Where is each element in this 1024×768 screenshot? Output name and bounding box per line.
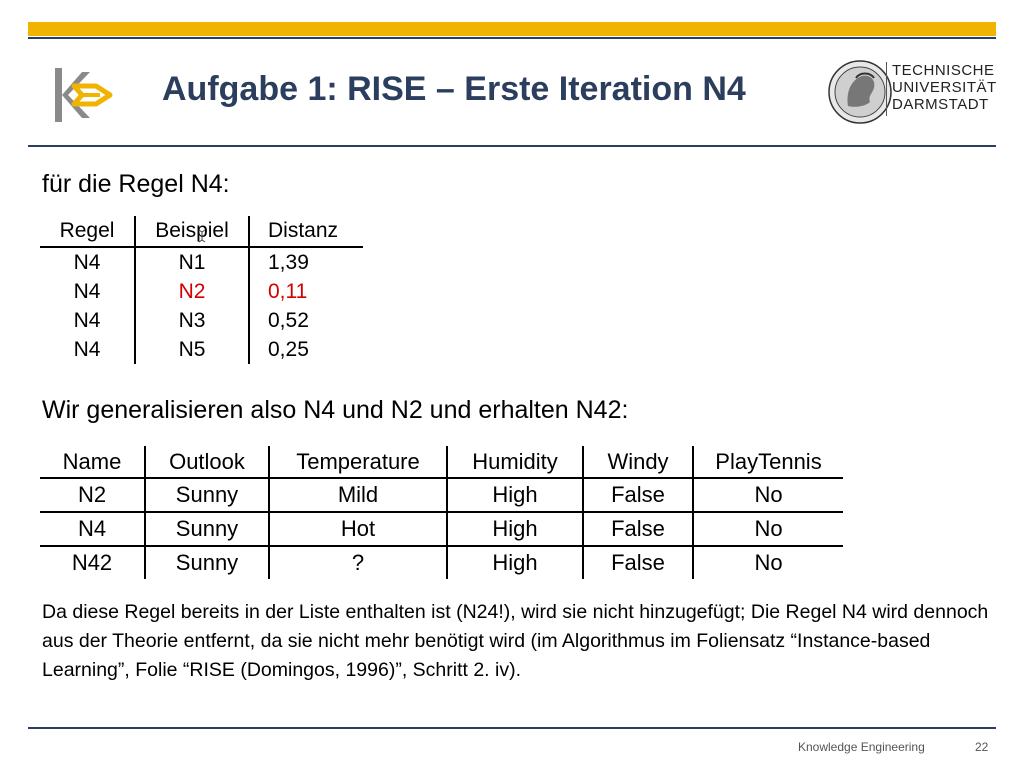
top-accent-bar xyxy=(28,22,996,36)
distance-header-regel: Regel xyxy=(40,216,135,247)
table-cell: 1,39 xyxy=(268,250,309,274)
tu-darmstadt-logo xyxy=(820,54,998,130)
table-cell: N1 xyxy=(135,247,249,277)
table-row xyxy=(40,478,843,512)
tu-logo-line-3: DARMSTADT xyxy=(892,96,989,113)
table-cell: Sunny xyxy=(145,546,269,579)
table-cell: Sunny xyxy=(145,478,269,512)
table-row xyxy=(40,546,843,579)
table-cell: N4 xyxy=(73,250,101,274)
generalization-table-header-row xyxy=(40,446,843,478)
table-cell: 0,52 xyxy=(268,308,309,332)
table-cell: N4 xyxy=(73,308,101,332)
table-cell: False xyxy=(583,478,693,512)
distance-header-beispiel: Beispiel xyxy=(135,216,249,247)
footer-divider xyxy=(28,727,996,729)
table-cell: High xyxy=(447,478,583,512)
table-cell: Sunny xyxy=(145,512,269,546)
tu-logo-line-2: UNIVERSITÄT xyxy=(892,79,997,96)
explanation-paragraph: Da diese Regel bereits in der Liste enthalten ist (N24!), wird sie nicht hinzugefügt; Die Regel N4 wird dennoch aus der Theorie entfernt, da sie nicht mehr benötigt wird (im Algorithmus im Foliensatz “Instance-based Learning”, Folie “RISE (Domingos, 1996)”, Schritt 2. iv). xyxy=(42,601,989,681)
table-cell: Hot xyxy=(269,512,447,546)
table-cell: ? xyxy=(269,546,447,579)
table-cell: False xyxy=(583,512,693,546)
header-temperature: Temperature xyxy=(269,446,447,478)
footer-course-name: Knowledge Engineering xyxy=(798,740,925,754)
table-cell: High xyxy=(447,512,583,546)
subheading-rule-n4: für die Regel N4: xyxy=(42,170,230,198)
table-cell-highlighted: N2 xyxy=(135,277,249,306)
knowledge-engineering-logo xyxy=(52,66,116,124)
top-accent-line xyxy=(28,37,996,39)
athena-seal-icon xyxy=(826,58,894,126)
header-outlook: Outlook xyxy=(145,446,269,478)
header-name: Name xyxy=(40,446,145,478)
header-divider xyxy=(28,145,996,147)
table-cell: N2 xyxy=(40,478,145,512)
table-row xyxy=(40,306,363,335)
table-cell: N4 xyxy=(40,512,145,546)
table-row-highlighted xyxy=(40,277,363,306)
tu-logo-text xyxy=(892,62,997,113)
table-row xyxy=(40,335,363,364)
table-cell: N4 xyxy=(73,337,101,361)
slide-title: Aufgabe 1: RISE – Erste Iteration N4 xyxy=(162,70,746,108)
table-cell: High xyxy=(447,546,583,579)
header-playtennis: PlayTennis xyxy=(693,446,843,478)
table-cell: No xyxy=(693,478,843,512)
header-humidity: Humidity xyxy=(447,446,583,478)
table-cell: N42 xyxy=(71,550,113,575)
table-row xyxy=(40,512,843,546)
table-cell: N3 xyxy=(135,306,249,335)
header-windy: Windy xyxy=(583,446,693,478)
table-row xyxy=(40,247,363,277)
tu-logo-line-1: TECHNISCHE xyxy=(892,62,995,79)
table-cell: Mild xyxy=(269,478,447,512)
table-cell: N4 xyxy=(73,279,101,303)
page-number: 22 xyxy=(975,740,989,754)
generalization-table xyxy=(40,446,843,579)
table-cell-highlighted: 0,11 xyxy=(268,279,308,303)
table-cell: No xyxy=(693,546,843,579)
subheading-generalization: Wir generalisieren also N4 und N2 und erhalten N42: xyxy=(42,396,629,424)
table-cell: False xyxy=(583,546,693,579)
table-cell: No xyxy=(693,512,843,546)
table-cell: 0,25 xyxy=(268,337,309,361)
text-cursor-icon xyxy=(197,229,207,243)
distance-header-distanz: Distanz xyxy=(249,216,363,247)
tu-logo-separator xyxy=(886,62,887,116)
table-cell: N5 xyxy=(135,335,249,364)
